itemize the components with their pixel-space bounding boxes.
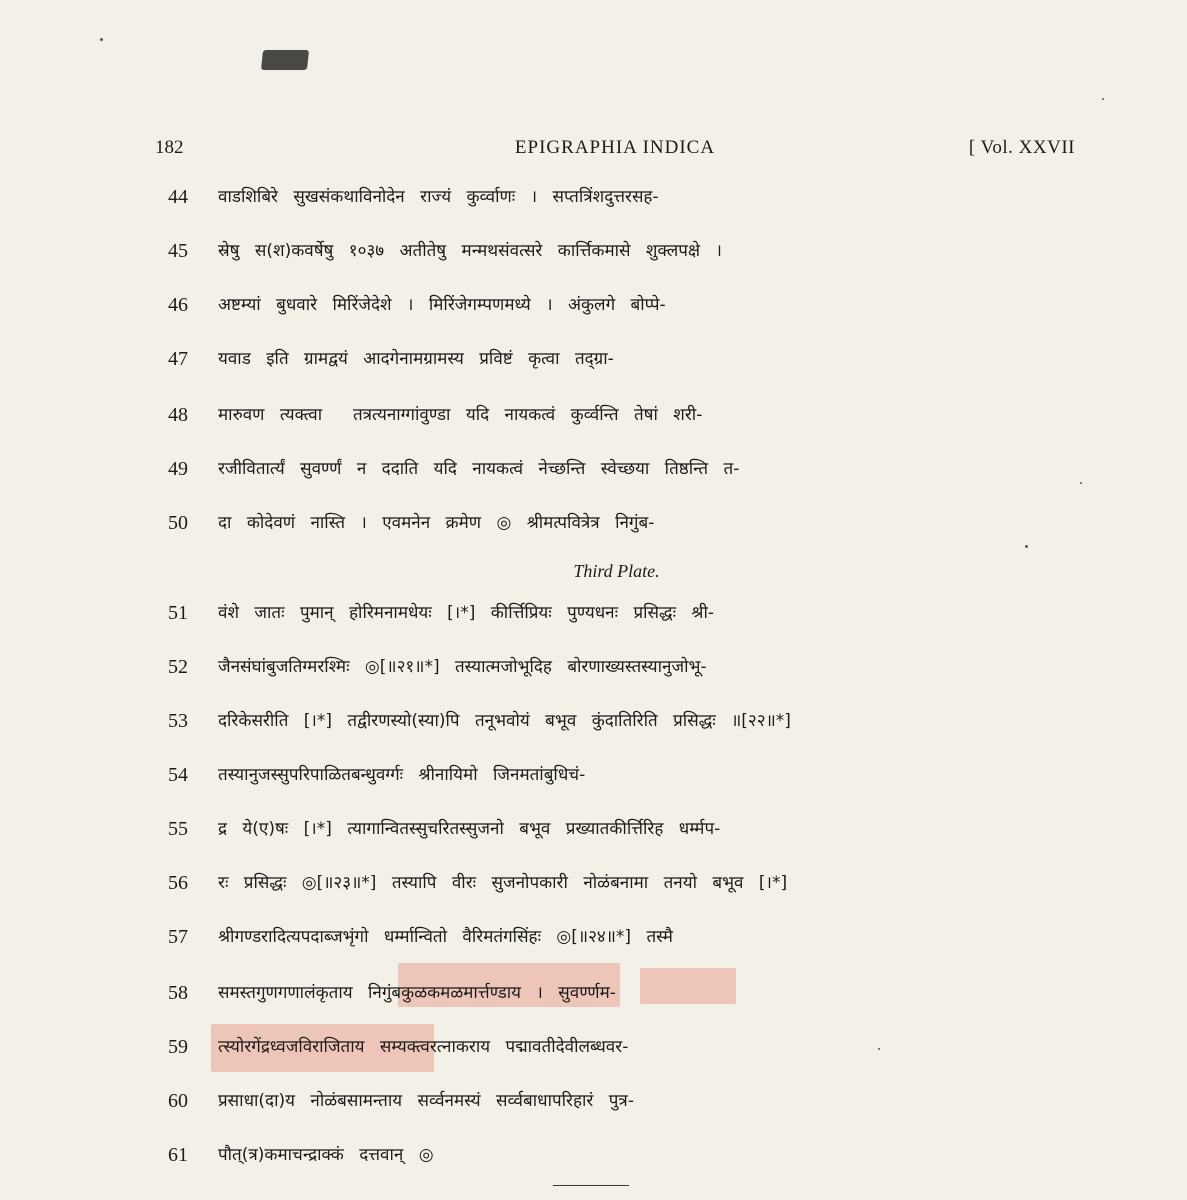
page-header	[155, 137, 1075, 163]
text-line	[0, 703, 1187, 739]
line-number: 50	[168, 512, 188, 534]
scan-speck	[1025, 545, 1028, 548]
scan-smudge	[261, 50, 309, 70]
line-number: 57	[168, 926, 188, 948]
line-number: 49	[168, 458, 188, 480]
line-number: 56	[168, 872, 188, 894]
scan-speck	[1102, 98, 1104, 100]
line-text: रजीवितार्त्यं सुवर्ण्णं न ददाति यदि नायकत्वं नेच्छन्ति स्वेच्छया तिष्ठन्ति त-	[218, 459, 740, 479]
text-line	[0, 649, 1187, 685]
line-number: 44	[168, 186, 188, 208]
line-text: द्र ये(ए)षः [।*] त्यागान्वितस्सुचरितस्सुजनो बभूव प्रख्यातकीर्त्तिरिह धर्म्मप-	[218, 819, 721, 839]
text-line	[0, 1137, 1187, 1173]
line-text: मारुवण त्यक्त्वा तत्रत्यनाग्गांवुण्डा यदि नायकत्वं कुर्व्वन्ति तेषां शरी-	[218, 405, 703, 425]
line-text: प्रसाधा(दा)य नोळंबसामन्ताय सर्व्वनमस्यं सर्व्वबाधापरिहारं पुत्र-	[218, 1091, 634, 1111]
line-text: स्रेषु स(श)कवर्षेषु १०३७ अतीतेषु मन्मथसंवत्सरे कार्त्तिकमासे शुक्लपक्षे ।	[218, 241, 722, 261]
text-line	[0, 341, 1187, 377]
line-number: 48	[168, 404, 188, 426]
line-text: दा कोदेवणं नास्ति । एवमनेन क्रमेण ◎ श्रीमत्पवित्रेत्र निगुंब-	[218, 513, 655, 533]
line-text: यवाड इति ग्रामद्वयं आदगेनामग्रामस्य प्रविष्टं कृत्वा तद्ग्रा-	[218, 349, 614, 369]
line-number: 58	[168, 982, 188, 1004]
line-text: दरिकेसरीति [।*] तद्वीरणस्यो(स्या)पि तनूभवोयं बभूव कुंदातिरिति प्रसिद्धः ॥[२२॥*]	[218, 711, 791, 731]
page-number: 182	[155, 137, 184, 158]
line-text: अष्टम्यां बुधवारे मिरिंजेदेशे । मिरिंजेगम्पणमध्ये । अंकुलगे बोप्पे-	[218, 295, 666, 315]
text-line	[0, 757, 1187, 793]
line-text: पौत्(त्र)कमाचन्द्राक्कं दत्तवान् ◎	[218, 1145, 434, 1165]
line-text: समस्तगुणगणालंकृताय निगुंबकुळकमळमार्त्तण्डाय । सुवर्ण्णम-	[218, 983, 616, 1003]
line-number: 59	[168, 1036, 188, 1058]
text-line	[0, 1083, 1187, 1119]
text-line	[0, 595, 1187, 631]
line-number: 61	[168, 1144, 188, 1166]
text-line	[0, 1029, 1187, 1065]
text-line	[0, 287, 1187, 323]
line-number: 51	[168, 602, 188, 624]
scan-speck	[100, 38, 103, 41]
line-number: 55	[168, 818, 188, 840]
line-text: रः प्रसिद्धः ◎[॥२३॥*] तस्यापि वीरः सुजनोपकारी नोळंबनामा तनयो बभूव [।*]	[218, 873, 788, 893]
text-line	[0, 975, 1187, 1011]
plate-caption: Third Plate.	[573, 561, 660, 581]
line-text: श्रीगण्डरादित्यपदाब्जभृंगो धर्म्मान्वितो वैरिमतंगसिंहः ◎[॥२४॥*] तस्मै	[218, 927, 673, 947]
text-line	[0, 233, 1187, 269]
journal-title: EPIGRAPHIA INDICA	[514, 137, 716, 158]
line-number: 53	[168, 710, 188, 732]
end-rule	[553, 1185, 629, 1186]
line-number: 47	[168, 348, 188, 370]
line-number: 52	[168, 656, 188, 678]
line-number: 60	[168, 1090, 188, 1112]
line-number: 54	[168, 764, 188, 786]
text-line	[0, 919, 1187, 955]
text-line	[0, 451, 1187, 487]
text-line	[0, 505, 1187, 541]
line-text: त्स्योरगेंद्रध्वजविराजिताय सम्यक्त्वरत्नाकराय पद्मावतीदेवीलब्धवर-	[218, 1037, 629, 1057]
line-text: जैनसंघांबुजतिग्मरश्मिः ◎[॥२१॥*] तस्यात्मजोभूदिह बोरणाख्यस्तस्यानुजोभू-	[218, 657, 707, 677]
volume-label: [ Vol. XXVII	[968, 137, 1075, 158]
text-line	[0, 865, 1187, 901]
text-line	[0, 397, 1187, 433]
line-number: 46	[168, 294, 188, 316]
text-line	[0, 811, 1187, 847]
line-text: तस्यानुजस्सुपरिपाळितबन्धुवर्ग्गः श्रीनायिमो जिनमतांबुधिचं-	[218, 765, 586, 785]
text-line	[0, 179, 1187, 215]
line-number: 45	[168, 240, 188, 262]
line-text: वाडशिबिरे सुखसंकथाविनोदेन राज्यं कुर्व्वाणः । सप्तत्रिंशदुत्तरसह-	[218, 187, 659, 207]
line-text: वंशे जातः पुमान् होरिमनामधेयः [।*] कीर्त्तिप्रियः पुण्यधनः प्रसिद्धः श्री-	[218, 603, 715, 623]
